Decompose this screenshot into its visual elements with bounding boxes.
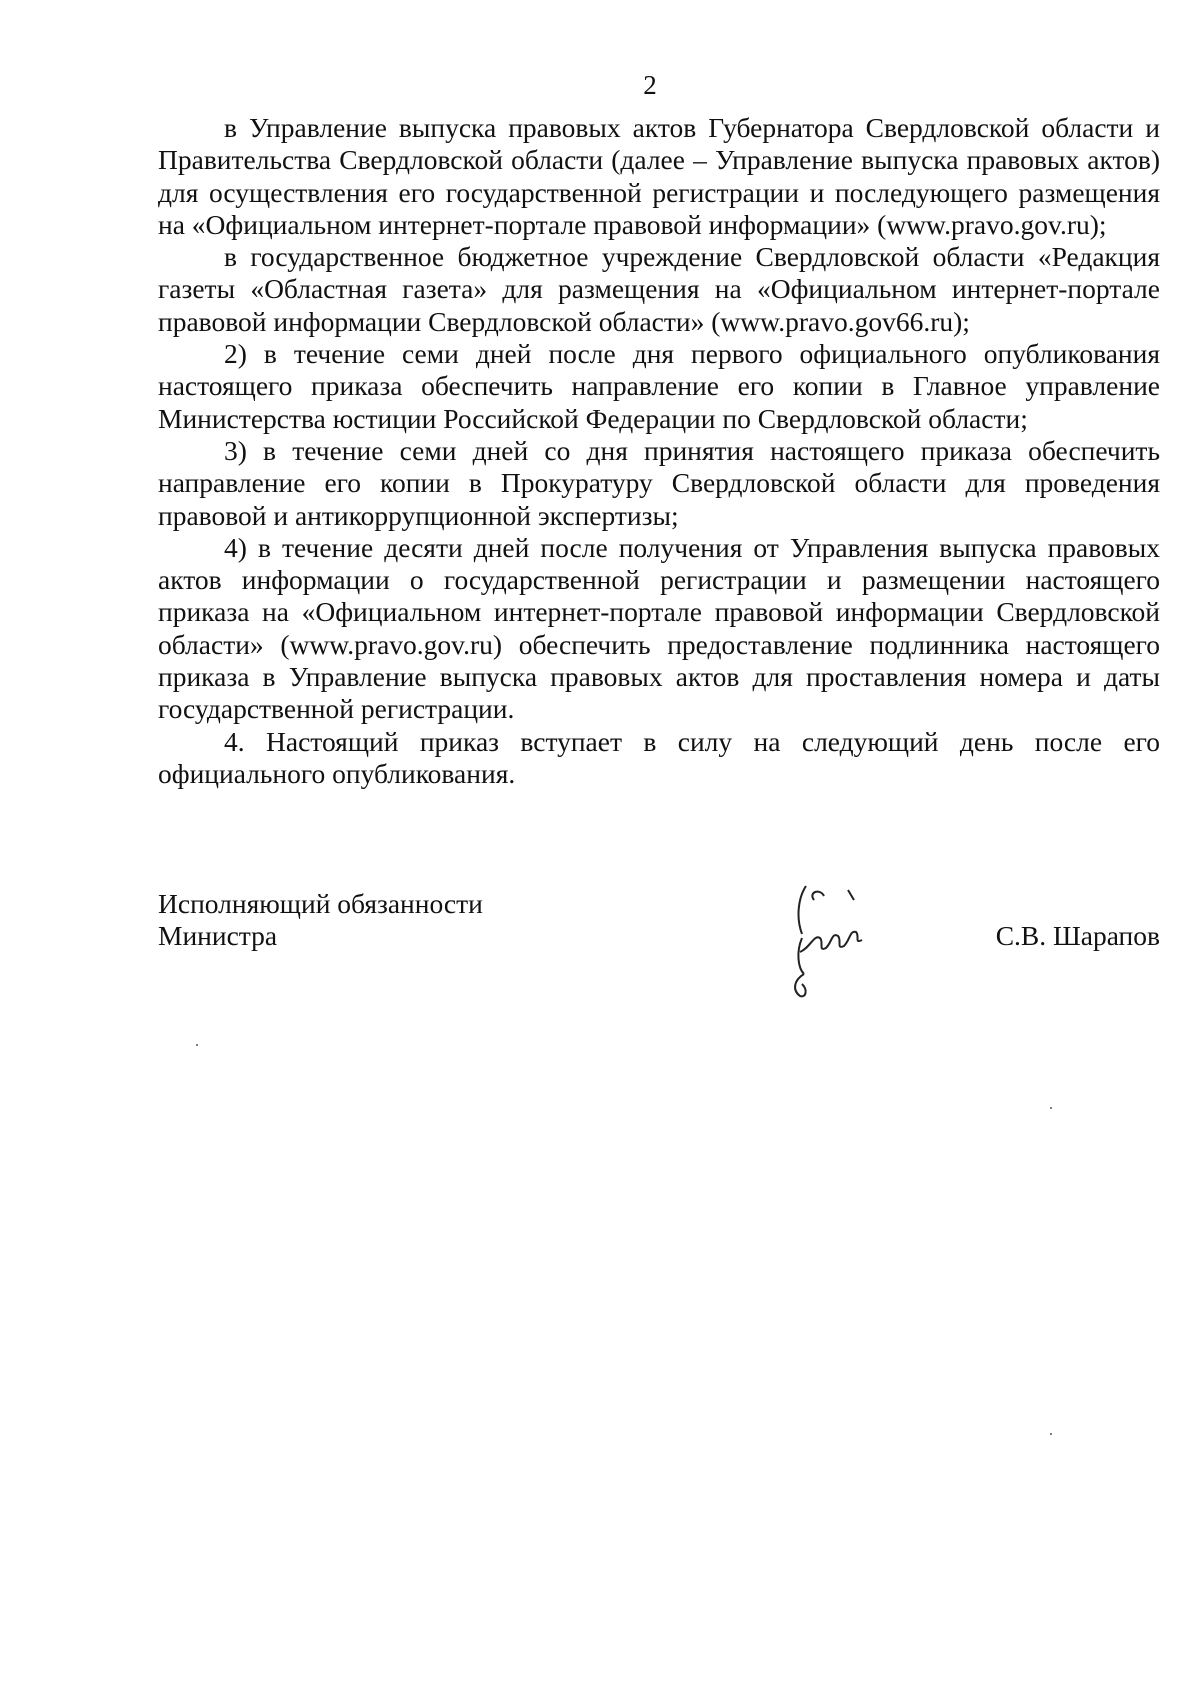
paragraph-3: 2) в течение семи дней после дня первого официального опубликования настоящего приказа обеспечить направление его копии в Главное управление Министерства юстиции Российской Федерации по Свердловской области; [158, 338, 1160, 434]
signatory-position [158, 888, 483, 952]
paragraph-5: 4) в течение десяти дней после получения от Управления выпуска правовых актов информации о государственной регистрации и размещении настоящего приказа на «Официальном интернет-портале правовой информации Свердловской области» (www.pravo.gov.ru) обеспечить предоставление подлинника настоящего приказа в Управление выпуска правовых актов для проставления номера и даты государственной регистрации. [158, 531, 1160, 725]
document-body [158, 112, 1160, 790]
paragraph-6: 4. Настоящий приказ вступает в силу на следующий день после его официального опубликования. [158, 725, 1160, 789]
paragraph-4: 3) в течение семи дней со дня принятия настоящего приказа обеспечить направление его копии в Прокуратуру Свердловской области для проведения правовой и антикоррупционной экспертизы; [158, 434, 1160, 531]
scan-speck [1050, 1433, 1052, 1435]
signatory-position-line-2: Министра [158, 920, 278, 951]
scan-speck [196, 1044, 198, 1046]
paragraph-1: в Управление выпуска правовых актов Губернатора Свердловской области и Правительства Свердловской области (далее – Управление выпуска правовых актов) для осуществления его государственной регистрации и последующего размещения на «Официальном интернет-портале правовой информации» (www.pravo.gov.ru); [158, 112, 1160, 240]
scan-speck [1050, 1107, 1052, 1109]
signatory-position-line-1: Исполняющий обязанности [158, 888, 483, 919]
signatory-name: С.В. Шарапов [995, 920, 1160, 951]
page-number: 2 [643, 70, 657, 100]
paragraph-2: в государственное бюджетное учреждение Свердловской области «Редакция газеты «Областная газета» для размещения на «Официальном интернет-портале правовой информации Свердловской области» (www.pravo.gov66.ru); [158, 241, 1160, 337]
handwritten-signature [790, 878, 880, 1000]
signature-block [158, 888, 1160, 1008]
